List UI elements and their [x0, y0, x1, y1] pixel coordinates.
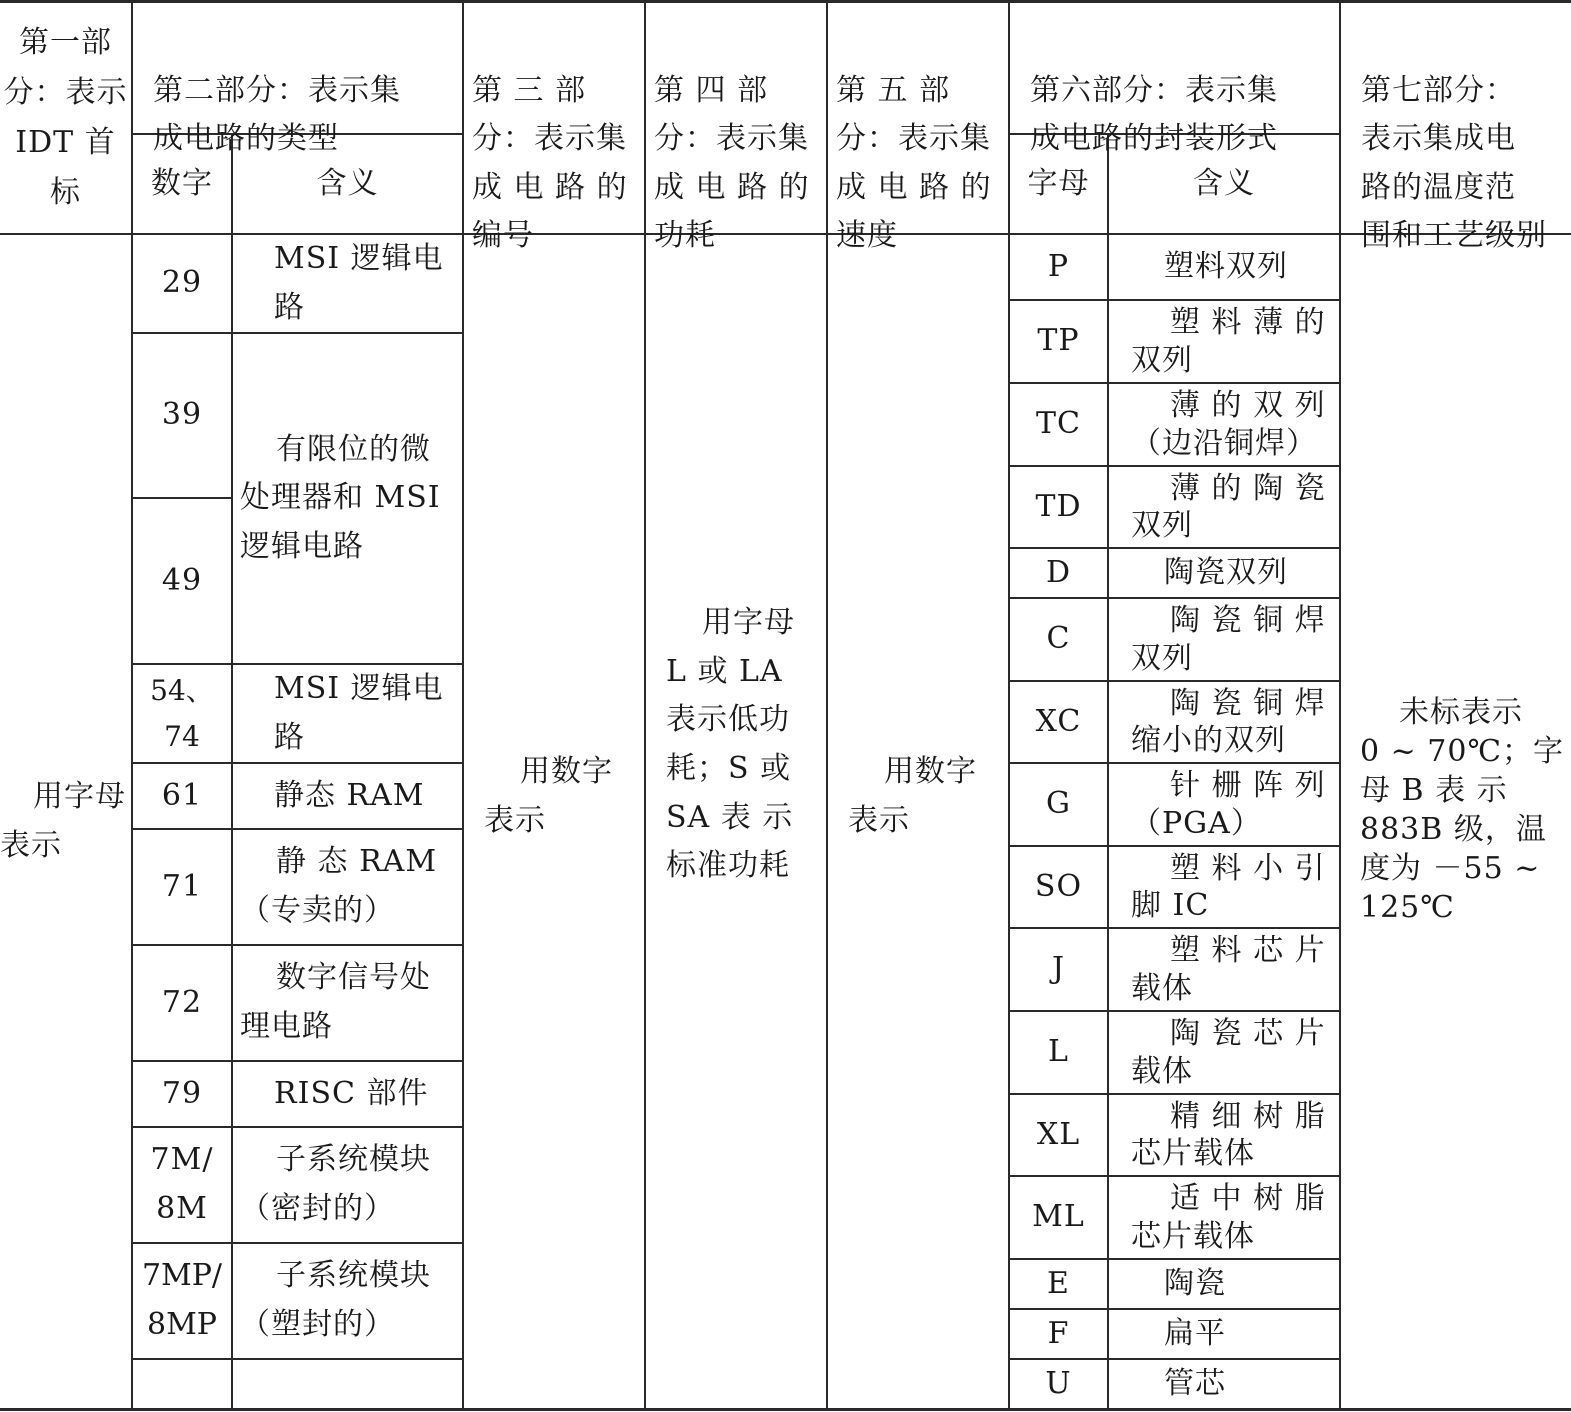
header-part6-letter: 字母 [1027, 165, 1090, 201]
header-part3 [472, 18, 640, 254]
part2-digit-cell: 29 [161, 265, 203, 301]
part6-letter-cell: U [1045, 1365, 1072, 1401]
part2-digit-cell: 61 [161, 777, 203, 813]
part6-letter-cell: E [1047, 1265, 1070, 1301]
part6-letter-cell: G [1046, 786, 1071, 822]
part6-letter-cell: XL [1036, 1116, 1081, 1152]
part5-value: 用数字 表示 [848, 753, 977, 838]
part6-letter-cell: SO [1034, 868, 1083, 904]
part2-meaning-merged: 有限位的微 处理器和 MSI 逻辑电路 [240, 431, 441, 564]
part2-meaning-cell: MSI 逻辑电路 [274, 670, 444, 755]
col-line-part6-inner [1107, 133, 1109, 1411]
part6-meaning-cell: 塑料双列 [1164, 248, 1288, 284]
part2-meaning-cell: 子系统模块 （密封的） [240, 1142, 431, 1226]
header-part6-text: 第六部分：表示集 成电路的封装形式 [1030, 72, 1278, 157]
table-top-border [0, 0, 1571, 3]
part6-letter-cell: TP [1037, 323, 1080, 359]
part6-meaning-cell: 陶 瓷 芯 片 载体 [1131, 1016, 1326, 1089]
part6-meaning-cell: 精 细 树 脂 芯片载体 [1131, 1098, 1326, 1171]
header-part2-digit: 数字 [151, 165, 213, 201]
col-line-part2-part3 [462, 0, 464, 1411]
part2-digit-cell: 39 [161, 397, 203, 433]
header-part6 [1030, 18, 1335, 157]
header-part2-meaning: 含义 [316, 165, 379, 201]
part2-digit-cell-empty [133, 1360, 231, 1408]
part6-meaning-cell: 塑 料 小 引 脚 IC [1131, 850, 1326, 923]
part6-meaning-cell: 针 栅 阵 列 （PGA） [1131, 768, 1326, 841]
header-part5 [836, 18, 1004, 254]
header-part4-text: 第 四 部 分：表示集 成 电 路 的 功耗 [654, 72, 810, 254]
part6-letter-cell: J [1051, 951, 1066, 987]
part6-meaning-cell: 塑 料 芯 片 载体 [1131, 933, 1326, 1006]
part7-value: 未标表示 0 ~ 70℃；字 母 B 表 示 883B 级，温 度为 －55 ~ 125℃ [1360, 695, 1565, 925]
part6-meaning-cell: 塑 料 薄 的 双列 [1131, 305, 1326, 378]
part6-meaning-cell: 薄 的 双 列 （边沿铜焊） [1131, 388, 1326, 461]
header-part2 [153, 18, 453, 157]
part6-letter-cell: D [1045, 554, 1072, 590]
part6-meaning-cell: 薄 的 陶 瓷 双列 [1131, 470, 1326, 543]
part6-letter-cell: TC [1036, 406, 1081, 442]
part6-letter-cell: TD [1035, 488, 1082, 524]
part2-digit-cell: 79 [161, 1075, 203, 1111]
header-part2-text: 第二部分：表示集 成电路的类型 [153, 72, 401, 157]
part2-digit-cell: 7MP/ 8MP [141, 1258, 223, 1342]
table-bottom-border [0, 1408, 1571, 1411]
col-line-part3-part4 [644, 0, 646, 1411]
part6-meaning-cell: 陶瓷双列 [1164, 554, 1288, 590]
part6-meaning-cell: 适 中 树 脂 芯片载体 [1131, 1181, 1326, 1254]
part2-digit-cell: 7M/ 8M [150, 1142, 214, 1226]
header-part1 [0, 3, 131, 233]
col-line-part2-inner [231, 133, 233, 1411]
part2-meaning-cell-empty [240, 1360, 462, 1408]
part2-meaning-cell: 子系统模块 （塑封的） [240, 1258, 431, 1342]
part2-meaning-cell: 静 态 RAM （专卖的） [240, 844, 438, 928]
part6-letter-cell: L [1048, 1034, 1069, 1070]
part6-letter-cell: ML [1032, 1199, 1085, 1235]
part2-meaning-cell: 数字信号处 理电路 [240, 960, 431, 1044]
part2-meaning-cell: 静态 RAM [274, 777, 425, 813]
header-part7 [1361, 18, 1571, 254]
part6-letter-cell: P [1047, 248, 1070, 284]
part4-value: 用字母 L 或 LA 表示低功 耗；S 或 SA 表 示 标准功耗 [666, 605, 795, 884]
col-line-part6-part7 [1339, 0, 1341, 1411]
part2-meaning-cell: MSI 逻辑电路 [274, 240, 444, 325]
header-part5-text: 第 五 部 分：表示集 成 电 路 的 速度 [836, 72, 992, 254]
part2-digit-cell: 49 [161, 562, 203, 598]
part2-digit-cell: 54、74 [150, 674, 214, 753]
part6-meaning-cell: 陶 瓷 铜 焊 双列 [1131, 603, 1326, 676]
header-part4 [654, 18, 822, 254]
part2-meaning-cell: RISC 部件 [274, 1075, 429, 1111]
part1-value: 用字母 表示 [0, 778, 126, 863]
header-part6-meaning: 含义 [1193, 165, 1255, 201]
header-part7-text: 第七部分： 表示集成电 路的温度范 围和工艺级别 [1361, 72, 1547, 254]
part6-meaning-cell: 陶瓷 [1164, 1265, 1226, 1301]
part3-value: 用数字 表示 [484, 753, 613, 838]
part2-digit-cell: 71 [161, 868, 203, 904]
part6-meaning-cell: 扁平 [1164, 1315, 1226, 1351]
part6-meaning-cell: 陶 瓷 铜 焊 缩小的双列 [1131, 685, 1326, 758]
part6-meaning-cell: 管芯 [1164, 1365, 1226, 1401]
col-line-part4-part5 [826, 0, 828, 1411]
part2-digit-cell: 72 [161, 984, 203, 1020]
part6-letter-cell: C [1046, 621, 1071, 657]
header-part3-text: 第 三 部 分：表示集 成 电 路 的 编号 [472, 72, 628, 254]
header-part1-text: 第一部 分：表示 IDT 首标 [3, 25, 128, 210]
part6-letter-cell: XC [1035, 703, 1082, 739]
part6-letter-cell: F [1047, 1315, 1070, 1351]
